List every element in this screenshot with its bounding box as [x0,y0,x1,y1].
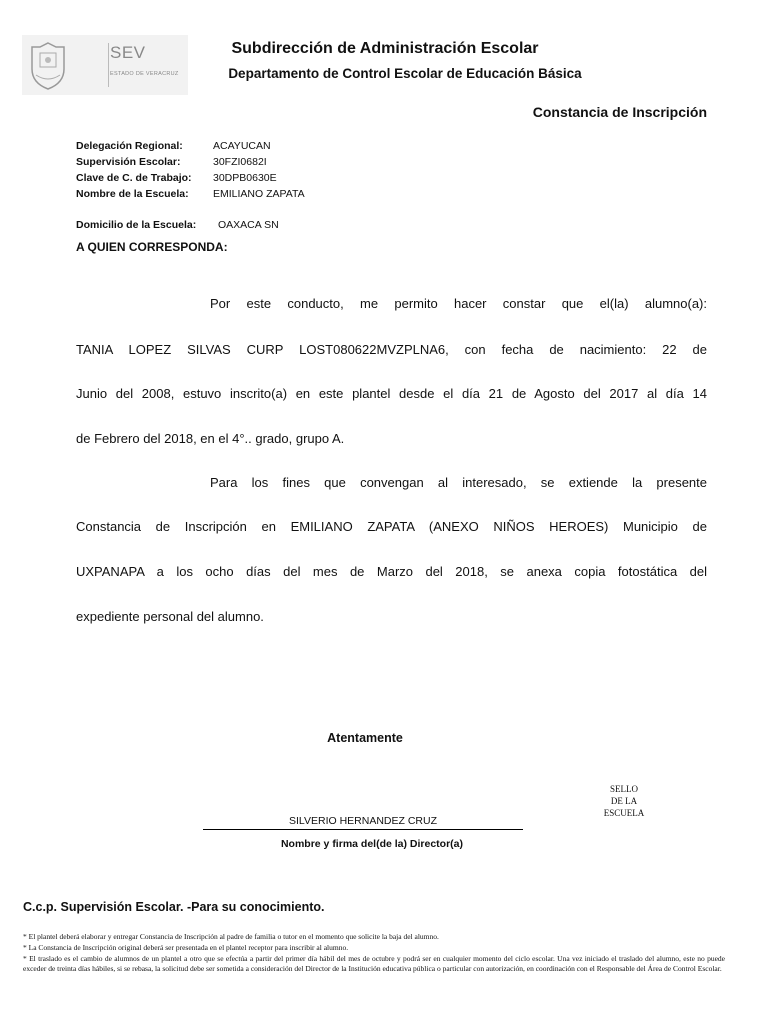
footnote-3: * El traslado es el cambio de alumnos de un plantel a otro que se efectúa a partir del primer día hábil del mes de octubre y podrá ser en cualquier momento del ciclo escolar. Una vez iniciado el traslado del alumno, este no puede exceder de treinta días hábiles, si se rebasa, la solicitud debe ser sometida a consideración del Director de la Institución educativa pública o particular con autorización, en coordinación con el Responsable del Área de Control Escolar. [23,954,725,973]
greeting: A QUIEN CORRESPONDA: [76,240,228,254]
body-line-4: de Febrero del 2018, en el 4°.. grado, grupo A. [76,431,345,446]
ccp-line: C.c.p. Supervisión Escolar. -Para su conocimiento. [23,900,325,914]
field-value-supervision: 30FZI0682I [213,156,267,168]
field-value-clave: 30DPB0630E [213,172,277,184]
field-label-escuela: Nombre de la Escuela: [76,188,189,200]
footnote-1: * El plantel deberá elaborar y entregar Constancia de Inscripción al padre de familia o tutor en el momento que solicite la baja del alumno. [23,932,439,941]
seal-line-1: SELLO [610,784,638,794]
body-line-3: Junio del 2008, estuvo inscrito(a) en este plantel desde el día 21 de Agosto del 2017 al día 14 [76,386,707,401]
school-seal [594,783,654,819]
body-line-7: UXPANAPA a los ocho días del mes de Marzo del 2018, se anexa copia fotostática del [76,564,707,579]
signature-caption: Nombre y firma del(de la) Director(a) [280,838,464,850]
body-line-1: Por este conducto, me permito hacer constar que el(la) alumno(a): [210,296,707,311]
seal-line-2: DE LA [610,796,638,806]
field-label-domicilio: Domicilio de la Escuela: [76,219,197,231]
body-line-8: expediente personal del alumno. [76,609,264,624]
field-value-delegacion: ACAYUCAN [213,140,271,152]
body-line-6: Constancia de Inscripción en EMILIANO ZAPATA (ANEXO NIÑOS HEROES) Municipio de [76,519,707,534]
field-label-delegacion: Delegación Regional: [76,140,183,152]
logo-subtext: ESTADO DE VERACRUZ [110,71,179,77]
body-line-5: Para los fines que convengan al interesado, se extiende la presente [210,475,707,490]
signature-line [203,829,523,830]
director-name: SILVERIO HERNANDEZ CRUZ [289,815,437,827]
logo-divider [108,43,109,87]
logo-text: SEV [110,43,146,62]
document-heading: Subdirección de Administración Escolar [231,40,539,57]
field-value-domicilio: OAXACA SN [218,219,279,231]
seal-line-3: ESCUELA [603,808,645,818]
sev-logo [22,35,188,95]
field-value-escuela: EMILIANO ZAPATA [213,188,305,200]
veracruz-crest-icon [26,39,70,91]
footnote-2: * La Constancia de Inscripción original deberá ser presentada en el plantel receptor para inscribir al alumno. [23,943,349,952]
document-title: Constancia de Inscripción [532,104,707,120]
document-subheading: Departamento de Control Escolar de Educación Básica [228,66,582,81]
field-label-clave: Clave de C. de Trabajo: [76,172,192,184]
field-label-supervision: Supervisión Escolar: [76,156,181,168]
body-line-2: TANIA LOPEZ SILVAS CURP LOST080622MVZPLNA6, con fecha de nacimiento: 22 de [76,342,707,357]
closing: Atentamente [327,731,403,745]
